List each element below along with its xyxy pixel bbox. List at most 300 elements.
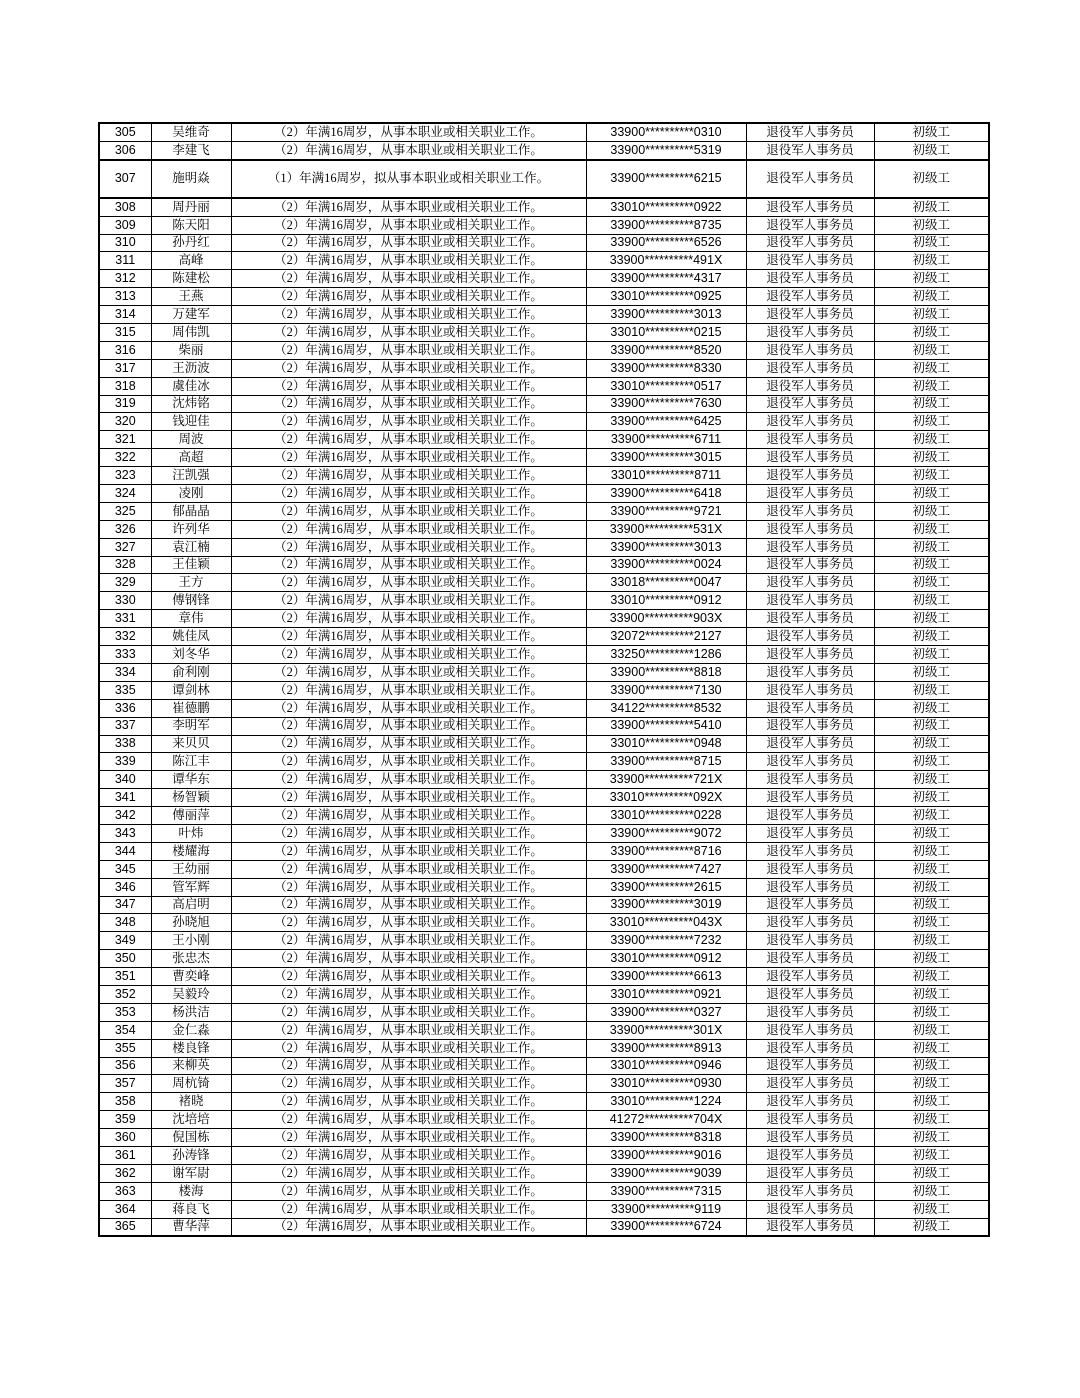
row-number-cell: 359 — [99, 1111, 151, 1129]
table-row — [99, 1057, 989, 1075]
row-number-cell: 345 — [99, 860, 151, 878]
occupation-cell: 退役军人事务员 — [746, 1057, 874, 1075]
id-number-cell: 33900**********7630 — [586, 395, 746, 413]
condition-text-cell: （2）年满16周岁，从事本职业或相关职业工作。 — [231, 413, 586, 431]
table-row — [99, 141, 989, 159]
table-row — [99, 502, 989, 520]
table-row — [99, 449, 989, 467]
condition-text-cell: （2）年满16周岁，从事本职业或相关职业工作。 — [231, 968, 586, 986]
table-row — [99, 878, 989, 896]
person-name-cell: 孙丹红 — [151, 234, 231, 252]
table-row — [99, 950, 989, 968]
skill-level-cell: 初级工 — [874, 341, 989, 359]
occupation-cell: 退役军人事务员 — [746, 932, 874, 950]
id-number-cell: 33900**********8330 — [586, 359, 746, 377]
id-number-cell: 33900**********3015 — [586, 449, 746, 467]
condition-text-cell: （2）年满16周岁，从事本职业或相关职业工作。 — [231, 123, 586, 141]
skill-level-cell: 初级工 — [874, 968, 989, 986]
person-name-cell: 陈天阳 — [151, 216, 231, 234]
id-number-cell: 33900**********9016 — [586, 1146, 746, 1164]
person-name-cell: 姚佳凤 — [151, 628, 231, 646]
condition-text-cell: （2）年满16周岁，从事本职业或相关职业工作。 — [231, 985, 586, 1003]
occupation-cell: 退役军人事务员 — [746, 914, 874, 932]
table-row — [99, 1093, 989, 1111]
skill-level-cell: 初级工 — [874, 449, 989, 467]
table-row — [99, 1021, 989, 1039]
occupation-cell: 退役军人事务员 — [746, 1111, 874, 1129]
table-row — [99, 306, 989, 324]
table-row — [99, 592, 989, 610]
skill-level-cell: 初级工 — [874, 270, 989, 288]
row-number-cell: 348 — [99, 914, 151, 932]
row-number-cell: 338 — [99, 735, 151, 753]
table-row — [99, 359, 989, 377]
row-number-cell: 350 — [99, 950, 151, 968]
condition-text-cell: （2）年满16周岁，从事本职业或相关职业工作。 — [231, 789, 586, 807]
occupation-cell: 退役军人事务员 — [746, 141, 874, 159]
id-number-cell: 33900**********7130 — [586, 681, 746, 699]
row-number-cell: 326 — [99, 520, 151, 538]
row-number-cell: 308 — [99, 198, 151, 216]
condition-text-cell: （2）年满16周岁，从事本职业或相关职业工作。 — [231, 1057, 586, 1075]
table-row — [99, 1218, 989, 1236]
row-number-cell: 346 — [99, 878, 151, 896]
table-row — [99, 968, 989, 986]
table-row — [99, 413, 989, 431]
occupation-cell: 退役军人事务员 — [746, 1146, 874, 1164]
condition-text-cell: （2）年满16周岁，从事本职业或相关职业工作。 — [231, 896, 586, 914]
person-name-cell: 高峰 — [151, 252, 231, 270]
occupation-cell: 退役军人事务员 — [746, 288, 874, 306]
condition-text-cell: （2）年满16周岁，从事本职业或相关职业工作。 — [231, 1129, 586, 1147]
occupation-cell: 退役军人事务员 — [746, 1093, 874, 1111]
occupation-cell: 退役军人事务员 — [746, 198, 874, 216]
skill-level-cell: 初级工 — [874, 556, 989, 574]
table-row — [99, 735, 989, 753]
occupation-cell: 退役军人事务员 — [746, 1182, 874, 1200]
person-name-cell: 孙晓旭 — [151, 914, 231, 932]
table-body — [99, 123, 989, 1236]
row-number-cell: 325 — [99, 502, 151, 520]
occupation-cell: 退役军人事务员 — [746, 699, 874, 717]
skill-level-cell: 初级工 — [874, 717, 989, 735]
occupation-cell: 退役军人事务员 — [746, 842, 874, 860]
skill-level-cell: 初级工 — [874, 467, 989, 485]
condition-text-cell: （2）年满16周岁，从事本职业或相关职业工作。 — [231, 717, 586, 735]
condition-text-cell: （2）年满16周岁，从事本职业或相关职业工作。 — [231, 663, 586, 681]
table-row — [99, 341, 989, 359]
occupation-cell: 退役军人事务员 — [746, 1021, 874, 1039]
occupation-cell: 退役军人事务员 — [746, 592, 874, 610]
table-row — [99, 431, 989, 449]
person-name-cell: 管军辉 — [151, 878, 231, 896]
occupation-cell: 退役军人事务员 — [746, 252, 874, 270]
id-number-cell: 33900**********5410 — [586, 717, 746, 735]
row-number-cell: 317 — [99, 359, 151, 377]
row-number-cell: 323 — [99, 467, 151, 485]
skill-level-cell: 初级工 — [874, 574, 989, 592]
row-number-cell: 334 — [99, 663, 151, 681]
id-number-cell: 33900**********8318 — [586, 1129, 746, 1147]
person-name-cell: 周波 — [151, 431, 231, 449]
id-number-cell: 33900**********531X — [586, 520, 746, 538]
row-number-cell: 310 — [99, 234, 151, 252]
skill-level-cell: 初级工 — [874, 216, 989, 234]
condition-text-cell: （2）年满16周岁，从事本职业或相关职业工作。 — [231, 646, 586, 664]
occupation-cell: 退役军人事务员 — [746, 735, 874, 753]
row-number-cell: 333 — [99, 646, 151, 664]
row-number-cell: 353 — [99, 1003, 151, 1021]
skill-level-cell: 初级工 — [874, 985, 989, 1003]
skill-level-cell: 初级工 — [874, 610, 989, 628]
person-name-cell: 王方 — [151, 574, 231, 592]
condition-text-cell: （2）年满16周岁，从事本职业或相关职业工作。 — [231, 1093, 586, 1111]
row-number-cell: 322 — [99, 449, 151, 467]
row-number-cell: 341 — [99, 789, 151, 807]
id-number-cell: 33900**********7232 — [586, 932, 746, 950]
row-number-cell: 328 — [99, 556, 151, 574]
table-row — [99, 1146, 989, 1164]
occupation-cell: 退役军人事务员 — [746, 878, 874, 896]
row-number-cell: 336 — [99, 699, 151, 717]
person-name-cell: 施明焱 — [151, 160, 231, 198]
id-number-cell: 33018**********0047 — [586, 574, 746, 592]
table-row — [99, 1164, 989, 1182]
row-number-cell: 306 — [99, 141, 151, 159]
row-number-cell: 329 — [99, 574, 151, 592]
skill-level-cell: 初级工 — [874, 1146, 989, 1164]
skill-level-cell: 初级工 — [874, 1003, 989, 1021]
condition-text-cell: （2）年满16周岁，从事本职业或相关职业工作。 — [231, 395, 586, 413]
id-number-cell: 33900**********7427 — [586, 860, 746, 878]
row-number-cell: 340 — [99, 771, 151, 789]
table-row — [99, 699, 989, 717]
skill-level-cell: 初级工 — [874, 699, 989, 717]
row-number-cell: 364 — [99, 1200, 151, 1218]
row-number-cell: 363 — [99, 1182, 151, 1200]
person-name-cell: 谭剑林 — [151, 681, 231, 699]
table-row — [99, 1129, 989, 1147]
table-row — [99, 717, 989, 735]
occupation-cell: 退役军人事务员 — [746, 1039, 874, 1057]
occupation-cell: 退役军人事务员 — [746, 341, 874, 359]
person-name-cell: 许列华 — [151, 520, 231, 538]
person-name-cell: 沈培培 — [151, 1111, 231, 1129]
id-number-cell: 33010**********043X — [586, 914, 746, 932]
person-name-cell: 楼耀海 — [151, 842, 231, 860]
condition-text-cell: （2）年满16周岁，从事本职业或相关职业工作。 — [231, 699, 586, 717]
occupation-cell: 退役军人事务员 — [746, 324, 874, 342]
skill-level-cell: 初级工 — [874, 771, 989, 789]
occupation-cell: 退役军人事务员 — [746, 1164, 874, 1182]
occupation-cell: 退役军人事务员 — [746, 646, 874, 664]
person-name-cell: 曹奕峰 — [151, 968, 231, 986]
table-row — [99, 914, 989, 932]
table-row — [99, 985, 989, 1003]
row-number-cell: 305 — [99, 123, 151, 141]
table-row — [99, 1039, 989, 1057]
id-number-cell: 33900**********6418 — [586, 485, 746, 503]
table-row — [99, 628, 989, 646]
table-row — [99, 1111, 989, 1129]
row-number-cell: 315 — [99, 324, 151, 342]
occupation-cell: 退役军人事务员 — [746, 520, 874, 538]
id-number-cell: 33010**********0228 — [586, 807, 746, 825]
skill-level-cell: 初级工 — [874, 359, 989, 377]
skill-level-cell: 初级工 — [874, 592, 989, 610]
person-name-cell: 崔德鹏 — [151, 699, 231, 717]
id-number-cell: 33900**********0327 — [586, 1003, 746, 1021]
row-number-cell: 355 — [99, 1039, 151, 1057]
condition-text-cell: （2）年满16周岁，从事本职业或相关职业工作。 — [231, 1021, 586, 1039]
condition-text-cell: （2）年满16周岁，从事本职业或相关职业工作。 — [231, 771, 586, 789]
occupation-cell: 退役军人事务员 — [746, 824, 874, 842]
table-row — [99, 216, 989, 234]
occupation-cell: 退役军人事务员 — [746, 574, 874, 592]
table-row — [99, 123, 989, 141]
id-number-cell: 33900**********8520 — [586, 341, 746, 359]
condition-text-cell: （2）年满16周岁，从事本职业或相关职业工作。 — [231, 324, 586, 342]
skill-level-cell: 初级工 — [874, 234, 989, 252]
id-number-cell: 33900**********2615 — [586, 878, 746, 896]
row-number-cell: 324 — [99, 485, 151, 503]
table-row — [99, 663, 989, 681]
id-number-cell: 33010**********0912 — [586, 592, 746, 610]
id-number-cell: 41272**********704X — [586, 1111, 746, 1129]
table-row — [99, 681, 989, 699]
row-number-cell: 312 — [99, 270, 151, 288]
skill-level-cell: 初级工 — [874, 306, 989, 324]
person-name-cell: 钱迎佳 — [151, 413, 231, 431]
row-number-cell: 339 — [99, 753, 151, 771]
row-number-cell: 337 — [99, 717, 151, 735]
row-number-cell: 311 — [99, 252, 151, 270]
skill-level-cell: 初级工 — [874, 1057, 989, 1075]
occupation-cell: 退役军人事务员 — [746, 771, 874, 789]
condition-text-cell: （2）年满16周岁，从事本职业或相关职业工作。 — [231, 288, 586, 306]
row-number-cell: 354 — [99, 1021, 151, 1039]
condition-text-cell: （2）年满16周岁，从事本职业或相关职业工作。 — [231, 753, 586, 771]
id-number-cell: 33010**********8711 — [586, 467, 746, 485]
skill-level-cell: 初级工 — [874, 896, 989, 914]
id-number-cell: 33900**********9721 — [586, 502, 746, 520]
condition-text-cell: （2）年满16周岁，从事本职业或相关职业工作。 — [231, 252, 586, 270]
skill-level-cell: 初级工 — [874, 485, 989, 503]
occupation-cell: 退役军人事务员 — [746, 1200, 874, 1218]
condition-text-cell: （2）年满16周岁，从事本职业或相关职业工作。 — [231, 860, 586, 878]
skill-level-cell: 初级工 — [874, 324, 989, 342]
condition-text-cell: （2）年满16周岁，从事本职业或相关职业工作。 — [231, 1182, 586, 1200]
condition-text-cell: （2）年满16周岁，从事本职业或相关职业工作。 — [231, 1111, 586, 1129]
occupation-cell: 退役军人事务员 — [746, 753, 874, 771]
occupation-cell: 退役军人事务员 — [746, 1003, 874, 1021]
occupation-cell: 退役军人事务员 — [746, 270, 874, 288]
id-number-cell: 33250**********1286 — [586, 646, 746, 664]
row-number-cell: 361 — [99, 1146, 151, 1164]
condition-text-cell: （2）年满16周岁，从事本职业或相关职业工作。 — [231, 377, 586, 395]
skill-level-cell: 初级工 — [874, 824, 989, 842]
id-number-cell: 33900**********8913 — [586, 1039, 746, 1057]
occupation-cell: 退役军人事务员 — [746, 160, 874, 198]
id-number-cell: 33010**********0922 — [586, 198, 746, 216]
condition-text-cell: （2）年满16周岁，从事本职业或相关职业工作。 — [231, 1075, 586, 1093]
table-row — [99, 1075, 989, 1093]
row-number-cell: 335 — [99, 681, 151, 699]
person-name-cell: 凌刚 — [151, 485, 231, 503]
person-name-cell: 柴丽 — [151, 341, 231, 359]
occupation-cell: 退役军人事务员 — [746, 681, 874, 699]
occupation-cell: 退役军人事务员 — [746, 610, 874, 628]
table-row — [99, 252, 989, 270]
id-number-cell: 33010**********0912 — [586, 950, 746, 968]
skill-level-cell: 初级工 — [874, 1129, 989, 1147]
row-number-cell: 362 — [99, 1164, 151, 1182]
person-name-cell: 陈建松 — [151, 270, 231, 288]
condition-text-cell: （2）年满16周岁，从事本职业或相关职业工作。 — [231, 681, 586, 699]
person-name-cell: 来贝贝 — [151, 735, 231, 753]
table-row — [99, 807, 989, 825]
occupation-cell: 退役军人事务员 — [746, 467, 874, 485]
id-number-cell: 33010**********0925 — [586, 288, 746, 306]
table-row — [99, 538, 989, 556]
person-name-cell: 俞利刚 — [151, 663, 231, 681]
table-row — [99, 270, 989, 288]
skill-level-cell: 初级工 — [874, 646, 989, 664]
row-number-cell: 360 — [99, 1129, 151, 1147]
person-name-cell: 王佳颖 — [151, 556, 231, 574]
row-number-cell: 332 — [99, 628, 151, 646]
person-name-cell: 杨洪洁 — [151, 1003, 231, 1021]
person-name-cell: 吴毅玲 — [151, 985, 231, 1003]
row-number-cell: 356 — [99, 1057, 151, 1075]
id-number-cell: 33010**********0215 — [586, 324, 746, 342]
id-number-cell: 33900**********4317 — [586, 270, 746, 288]
table-row — [99, 771, 989, 789]
person-name-cell: 傅钢锋 — [151, 592, 231, 610]
condition-text-cell: （2）年满16周岁，从事本职业或相关职业工作。 — [231, 520, 586, 538]
id-number-cell: 33900**********0310 — [586, 123, 746, 141]
condition-text-cell: （2）年满16周岁，从事本职业或相关职业工作。 — [231, 216, 586, 234]
skill-level-cell: 初级工 — [874, 1164, 989, 1182]
table-row — [99, 842, 989, 860]
condition-text-cell: （2）年满16周岁，从事本职业或相关职业工作。 — [231, 950, 586, 968]
condition-text-cell: （2）年满16周岁，从事本职业或相关职业工作。 — [231, 878, 586, 896]
skill-level-cell: 初级工 — [874, 395, 989, 413]
condition-text-cell: （2）年满16周岁，从事本职业或相关职业工作。 — [231, 306, 586, 324]
skill-level-cell: 初级工 — [874, 1093, 989, 1111]
table-row — [99, 556, 989, 574]
row-number-cell: 318 — [99, 377, 151, 395]
table-row — [99, 824, 989, 842]
row-number-cell: 352 — [99, 985, 151, 1003]
person-name-cell: 李建飞 — [151, 141, 231, 159]
table-row — [99, 574, 989, 592]
occupation-cell: 退役军人事务员 — [746, 985, 874, 1003]
skill-level-cell: 初级工 — [874, 753, 989, 771]
person-name-cell: 周伟凯 — [151, 324, 231, 342]
skill-level-cell: 初级工 — [874, 735, 989, 753]
row-number-cell: 351 — [99, 968, 151, 986]
occupation-cell: 退役军人事务员 — [746, 123, 874, 141]
id-number-cell: 33900**********491X — [586, 252, 746, 270]
person-name-cell: 曹华萍 — [151, 1218, 231, 1236]
person-name-cell: 张忠杰 — [151, 950, 231, 968]
occupation-cell: 退役军人事务员 — [746, 1218, 874, 1236]
occupation-cell: 退役军人事务员 — [746, 628, 874, 646]
id-number-cell: 33900**********7315 — [586, 1182, 746, 1200]
id-number-cell: 33010**********0946 — [586, 1057, 746, 1075]
condition-text-cell: （2）年满16周岁，从事本职业或相关职业工作。 — [231, 556, 586, 574]
person-name-cell: 谭华东 — [151, 771, 231, 789]
skill-level-cell: 初级工 — [874, 1182, 989, 1200]
skill-level-cell: 初级工 — [874, 681, 989, 699]
occupation-cell: 退役军人事务员 — [746, 234, 874, 252]
person-name-cell: 楼海 — [151, 1182, 231, 1200]
person-name-cell: 刘冬华 — [151, 646, 231, 664]
person-name-cell: 谢军尉 — [151, 1164, 231, 1182]
occupation-cell: 退役军人事务员 — [746, 359, 874, 377]
condition-text-cell: （2）年满16周岁，从事本职业或相关职业工作。 — [231, 610, 586, 628]
person-name-cell: 孙涛锋 — [151, 1146, 231, 1164]
condition-text-cell: （2）年满16周岁，从事本职业或相关职业工作。 — [231, 1218, 586, 1236]
person-name-cell: 周丹丽 — [151, 198, 231, 216]
row-number-cell: 365 — [99, 1218, 151, 1236]
id-number-cell: 33900**********9039 — [586, 1164, 746, 1182]
condition-text-cell: （2）年满16周岁，从事本职业或相关职业工作。 — [231, 735, 586, 753]
condition-text-cell: （2）年满16周岁，从事本职业或相关职业工作。 — [231, 1164, 586, 1182]
id-number-cell: 33010**********0948 — [586, 735, 746, 753]
occupation-cell: 退役军人事务员 — [746, 968, 874, 986]
person-name-cell: 倪国栋 — [151, 1129, 231, 1147]
condition-text-cell: （2）年满16周岁，从事本职业或相关职业工作。 — [231, 628, 586, 646]
row-number-cell: 309 — [99, 216, 151, 234]
person-name-cell: 汪凯强 — [151, 467, 231, 485]
person-name-cell: 沈炜铭 — [151, 395, 231, 413]
skill-level-cell: 初级工 — [874, 1021, 989, 1039]
id-number-cell: 33010**********1224 — [586, 1093, 746, 1111]
id-number-cell: 33900**********6526 — [586, 234, 746, 252]
id-number-cell: 33900**********8735 — [586, 216, 746, 234]
skill-level-cell: 初级工 — [874, 538, 989, 556]
row-number-cell: 307 — [99, 160, 151, 198]
row-number-cell: 321 — [99, 431, 151, 449]
condition-text-cell: （2）年满16周岁，从事本职业或相关职业工作。 — [231, 270, 586, 288]
table-row — [99, 753, 989, 771]
occupation-cell: 退役军人事务员 — [746, 1129, 874, 1147]
condition-text-cell: （2）年满16周岁，从事本职业或相关职业工作。 — [231, 1003, 586, 1021]
occupation-cell: 退役军人事务员 — [746, 216, 874, 234]
row-number-cell: 357 — [99, 1075, 151, 1093]
id-number-cell: 33900**********721X — [586, 771, 746, 789]
person-name-cell: 万建军 — [151, 306, 231, 324]
table-row — [99, 1003, 989, 1021]
id-number-cell: 32072**********2127 — [586, 628, 746, 646]
row-number-cell: 343 — [99, 824, 151, 842]
id-number-cell: 33900**********9119 — [586, 1200, 746, 1218]
skill-level-cell: 初级工 — [874, 663, 989, 681]
occupation-cell: 退役军人事务员 — [746, 413, 874, 431]
row-number-cell: 344 — [99, 842, 151, 860]
id-number-cell: 33010**********0517 — [586, 377, 746, 395]
occupation-cell: 退役军人事务员 — [746, 449, 874, 467]
row-number-cell: 319 — [99, 395, 151, 413]
id-number-cell: 33900**********0024 — [586, 556, 746, 574]
condition-text-cell: （2）年满16周岁，从事本职业或相关职业工作。 — [231, 502, 586, 520]
person-name-cell: 王燕 — [151, 288, 231, 306]
row-number-cell: 327 — [99, 538, 151, 556]
skill-level-cell: 初级工 — [874, 1075, 989, 1093]
id-number-cell: 33900**********8716 — [586, 842, 746, 860]
